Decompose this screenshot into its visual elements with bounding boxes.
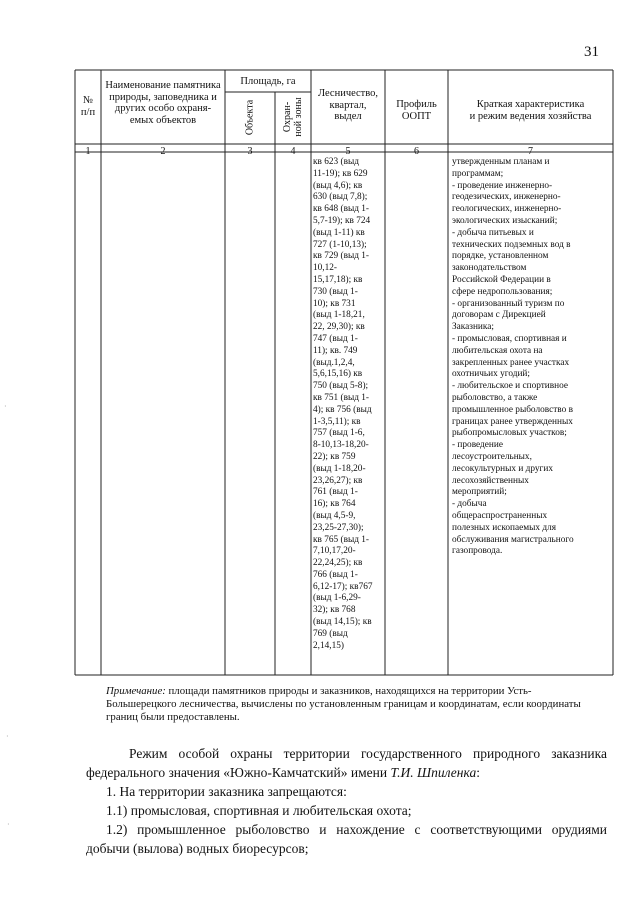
paragraph-regime-line2 [86,764,480,781]
header-profile: Профиль ООПТ [396,99,437,122]
regime-text: федерального значения «Южно-Камчатский» имени [86,765,391,780]
page-number: 31 [584,44,599,60]
note-label: Примечание: [106,685,166,697]
header-forestry: Лесничество, квартал, выдел [317,88,379,122]
column-number: 4 [290,146,296,157]
forestry-quarters-cell: кв 623 (выд 11-19); кв 629 (выд 4,6); кв 630 (выд 7,8); кв 648 (выд 1- 5,7-19); кв 724 (выд 1-11) кв 727 (1-10,13); кв 729 (выд 1- 10,12- 15,17,18); кв 730 (выд 1- 10); кв 731 (выд 1-18,21, 22, 29,30); кв 747 (выд 1- 11); кв. 749 (выд.1,2,4, 5,6,15,16) кв 750 (выд 5-8); кв 751 (выд 1- 4); кв 756 (выд 1-3,5,11); кв 757 (выд 1-6, 8-10,13-18,20- 22); кв 759 (выд 1-18,20- 23,26,27); кв 761 (выд 1- 16); кв 764 (выд 4,5-9, 23,25-27,30); кв 765 (выд 1- 7,10,17,20- 22,24,25); кв 766 (выд 1- 6,12-17); кв767 (выд 1-6,29- 32); кв 768 (выд 14,15); кв 769 (выд 2,14,15) [313,157,373,651]
scan-mark: · [6,732,9,741]
paragraph-prohibited: 1. На территории заказника запрещаются: [106,784,347,799]
column-number: 5 [345,146,351,157]
column-number: 7 [528,146,533,157]
paragraph-item-1-2-line2: добычи (вылова) водных биоресурсов; [86,841,309,856]
paragraph-regime-line1: Режим особой охраны территории государственного природного заказника [129,746,607,761]
column-number: 6 [414,146,419,157]
characteristic-cell: утвержденным планам и программам; - проведение инженерно- геодезических, инженерно- геологических, инженерно- экологических изысканий; - добыча питьевых и технических подземных вод в порядке, установленном законодательством Российской Федерации в сфере недропользования; - организованный туризм по договорам с Дирекцией Заказника; - промысловая, спортивная и любительская охота на закрепленных ранее участках охотничьих угодий; - любительское и спортивное рыболовство, а также промышленное рыболовство в границах ранее утвержденных рыбопромысловых участков; - проведение лесоустроительных, лесокультурных и других лесохозяйственных мероприятий; - добыча общераспространенных полезных ископаемых для обслуживания магистрального газопровода. [452,157,574,557]
header-object-area: Объекта [244,99,256,136]
note-text: площади памятников природы и заказников, находящихся на территории Усть- Большерецкого лесничества, вычислены по установленным границам и координатам, если координаты границ были предоставлены. [106,685,581,724]
regime-person-name: Т.И. Шпиленка [390,765,477,780]
column-number: 3 [247,146,253,157]
paragraph-item-1-1: 1.1) промысловая, спортивная и любительская охота; [106,803,412,818]
paragraph-item-1-2-line1: 1.2) промышленное рыболовство и нахождение с соответствующими орудиями [106,822,607,837]
header-area: Площадь, га [240,76,296,87]
scan-mark: · [4,402,7,411]
header-name: Наименование памятника природы, заповедника и других особо охраня- емых объектов [105,80,221,126]
scan-mark: · [7,820,10,829]
header-characteristic: Краткая характеристика и режим ведения хозяйства [469,99,592,122]
header-number: № п/п [80,95,96,118]
regime-colon: : [476,765,480,780]
column-number: 1 [85,146,91,157]
column-number: 2 [160,146,166,157]
table-note [106,685,606,725]
header-protection-zone: Охран- ной зоны [282,97,304,137]
